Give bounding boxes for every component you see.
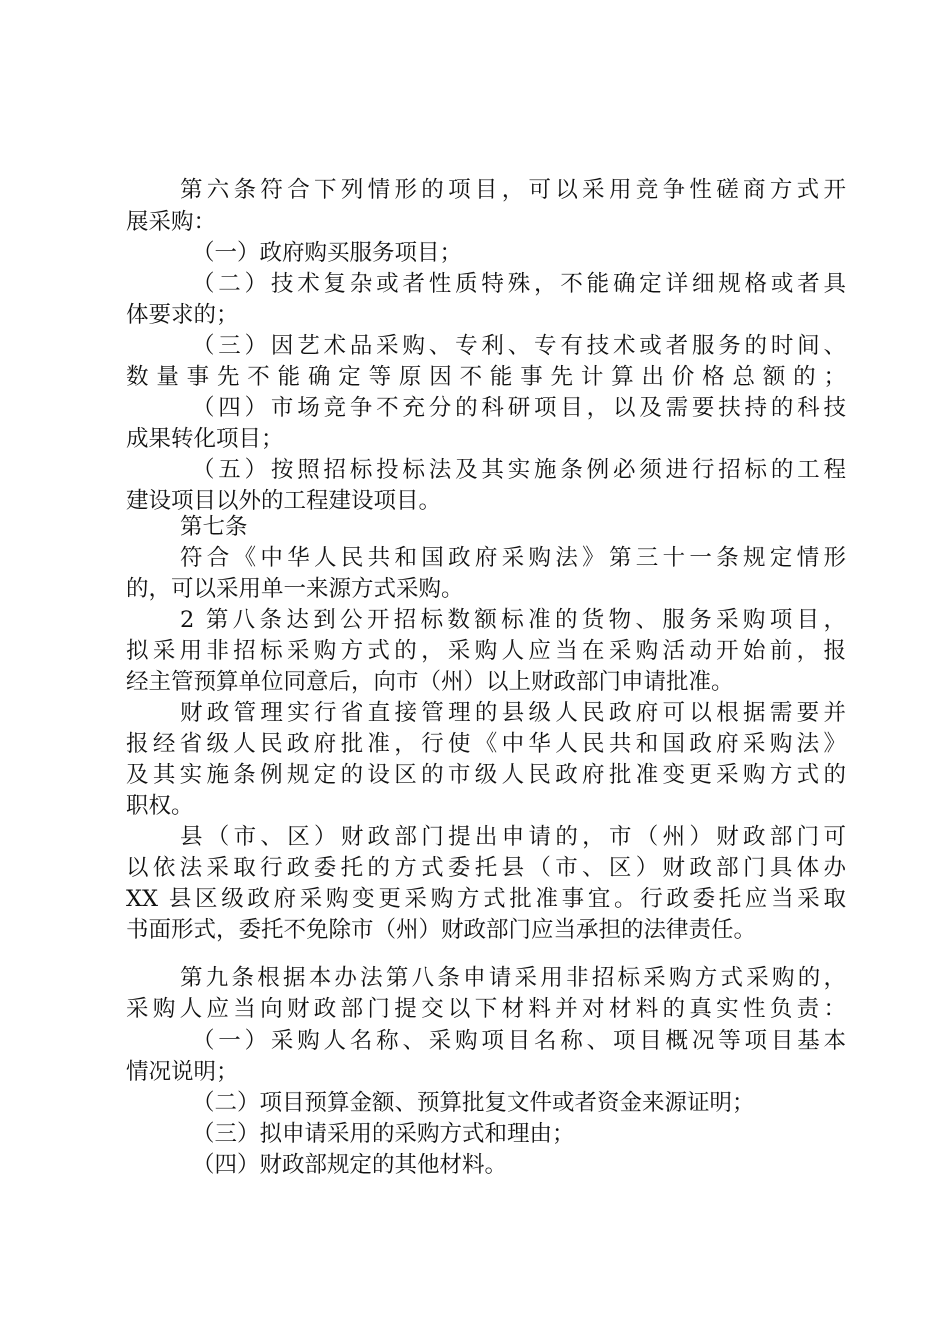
paragraph-line: 财政管理实行省直接管理的县级人民政府可以根据需要并 (180, 700, 846, 726)
paragraph-line: 第七条 (180, 514, 248, 540)
paragraph-line: 县（市、区）财政部门提出申请的，市（州）财政部门可 (180, 824, 846, 850)
paragraph-line: XX 县区级政府采购变更采购方式批准事宜。行政委托应当采取 (126, 886, 846, 912)
paragraph-line: 报经省级人民政府批准，行使《中华人民共和国政府采购法》 (126, 731, 846, 757)
paragraph-line: （三）拟申请采用的采购方式和理由； (192, 1121, 575, 1147)
paragraph-line: （三）因艺术品采购、专利、专有技术或者服务的时间、 (192, 333, 846, 359)
paragraph-line: 第九条根据本办法第八条申请采用非招标采购方式采购的， (180, 965, 846, 991)
paragraph-line: 及其实施条例规定的设区的市级人民政府批准变更采购方式的 (126, 762, 846, 788)
paragraph-line: （四）市场竞争不充分的科研项目，以及需要扶持的科技 (192, 395, 846, 421)
paragraph-line: （二）项目预算金额、预算批复文件或者资金来源证明； (192, 1090, 755, 1116)
paragraph-line: （二）技术复杂或者性质特殊，不能确定详细规格或者具 (192, 271, 846, 297)
paragraph-line: 数量事先不能确定等原因不能事先计算出价格总额的； (126, 364, 846, 390)
paragraph-line: 采购人应当向财政部门提交以下材料并对材料的真实性负责： (126, 996, 846, 1022)
paragraph-line: 2 第八条达到公开招标数额标准的货物、服务采购项目， (180, 607, 846, 633)
paragraph-line: 成果转化项目； (126, 426, 284, 452)
paragraph-line: 书面形式，委托不免除市（州）财政部门应当承担的法律责任。 (126, 917, 757, 943)
paragraph-line: 体要求的； (126, 302, 239, 328)
paragraph-line: （一）政府购买服务项目； (192, 240, 463, 266)
paragraph-line: 以依法采取行政委托的方式委托县（市、区）财政部门具体办 (126, 855, 846, 881)
paragraph-line: 的，可以采用单一来源方式采购。 (126, 576, 464, 602)
paragraph-line: 情况说明； (126, 1059, 239, 1085)
paragraph-line: （五）按照招标投标法及其实施条例必须进行招标的工程 (192, 457, 846, 483)
paragraph-line: 拟采用非招标采购方式的，采购人应当在采购活动开始前，报 (126, 638, 846, 664)
paragraph-line: （四）财政部规定的其他材料。 (192, 1152, 508, 1178)
paragraph-line: 建设项目以外的工程建设项目。 (126, 488, 442, 514)
paragraph-line: 展采购： (126, 209, 217, 235)
paragraph-line: 职权。 (126, 793, 194, 819)
paragraph-line: 符合《中华人民共和国政府采购法》第三十一条规定情形 (180, 545, 846, 571)
paragraph-line: 经主管预算单位同意后，向市（州）以上财政部门申请批准。 (126, 669, 734, 695)
paragraph-line: 第六条符合下列情形的项目，可以采用竞争性磋商方式开 (180, 177, 846, 203)
paragraph-line: （一）采购人名称、采购项目名称、项目概况等项目基本 (192, 1028, 846, 1054)
